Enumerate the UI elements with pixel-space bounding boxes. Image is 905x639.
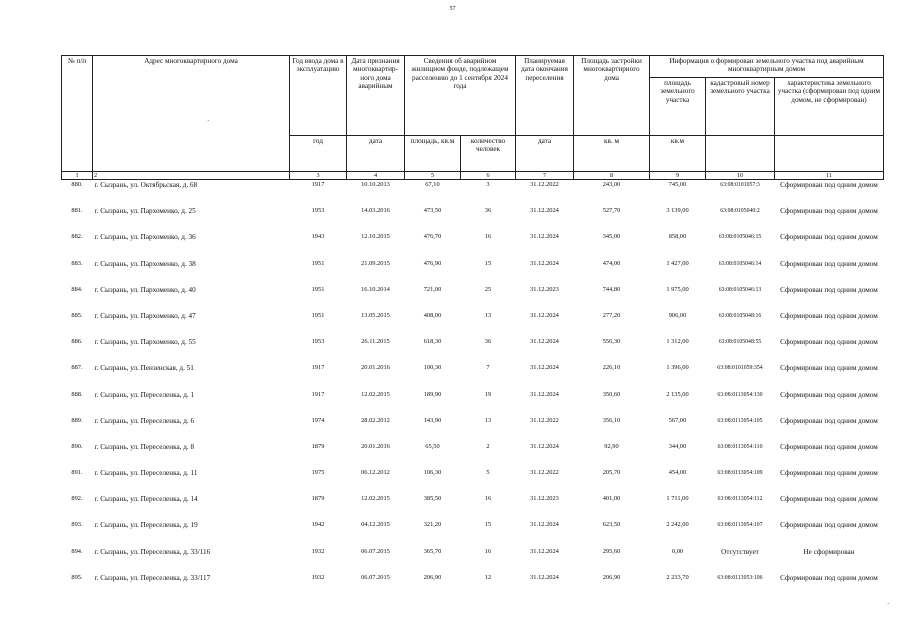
- row-land-area: 1 711,00: [666, 495, 689, 503]
- row-year: 1943: [311, 233, 325, 241]
- row-end-date: 31.12.2024: [530, 338, 559, 346]
- row-number: 895.: [71, 573, 83, 581]
- row-land-area: 3 139,00: [666, 207, 689, 215]
- row-area: 473,50: [423, 207, 442, 215]
- col-number: 4: [347, 172, 405, 180]
- row-building-area: 243,00: [602, 181, 621, 188]
- row-date: 06.07.2015: [361, 547, 390, 555]
- table-body: [62, 180, 884, 600]
- row-building-area: 474,00: [602, 259, 621, 267]
- row-people: 5: [486, 469, 490, 477]
- header-unit-date: дата: [347, 136, 405, 172]
- row-people: 36: [484, 207, 492, 215]
- row-land-area: 1 312,00: [666, 338, 689, 346]
- row-people: 16: [484, 233, 492, 241]
- row-people: 19: [484, 390, 492, 398]
- row-cadastral: 63:08:0105046:13: [718, 286, 762, 293]
- row-people: 3: [486, 181, 490, 188]
- row-area: 618,30: [423, 338, 442, 346]
- header-unit-sqm: кв. м: [574, 136, 650, 172]
- row-land-char: Сформирован под одним домом: [780, 416, 878, 425]
- row-land-char: Сформирован под одним домом: [780, 469, 878, 478]
- row-cadastral: 63:08:0113054:107: [717, 522, 763, 529]
- row-end-date: 31.12.2024: [530, 573, 559, 581]
- row-end-date: 31.12.2024: [530, 521, 559, 529]
- row-people: 13: [484, 416, 492, 424]
- row-year: 1951: [311, 285, 325, 293]
- table-row: [62, 547, 884, 573]
- table-row: [62, 259, 884, 285]
- row-land-area: 454,00: [668, 469, 687, 477]
- row-people: 13: [484, 311, 492, 319]
- row-number: 890.: [71, 442, 83, 450]
- row-land-char: Сформирован под одним домом: [780, 364, 878, 373]
- row-land-char: Сформирован под одним домом: [780, 573, 878, 582]
- row-building-area: 401,00: [602, 495, 621, 503]
- row-address: г. Сызрань, ул. Переселенка, д. 33/117: [94, 573, 211, 582]
- row-date: 21.09.2015: [361, 259, 390, 267]
- row-building-area: 92,90: [604, 442, 619, 450]
- row-building-area: 356,10: [602, 416, 621, 424]
- table-row: [62, 468, 884, 494]
- row-address: г. Сызрань, ул. Пензенская, д. 51: [94, 364, 194, 373]
- row-building-area: 623,50: [602, 521, 621, 529]
- row-cadastral: 63:08:0105040:2: [720, 208, 760, 215]
- table-row: [62, 311, 884, 337]
- row-people: 36: [484, 338, 492, 346]
- col-number: 7: [516, 172, 574, 180]
- row-end-date: 31.12.2024: [530, 311, 559, 319]
- col-number: 10: [706, 172, 775, 180]
- row-number: 883.: [71, 259, 83, 267]
- row-building-area: 277,20: [602, 311, 621, 319]
- row-year: 1974: [311, 416, 325, 424]
- row-cadastral: 63:08:0105046:15: [718, 234, 762, 241]
- row-end-date: 31.12.2023: [530, 495, 559, 503]
- col-number: 5: [405, 172, 461, 180]
- row-year: 1932: [311, 547, 325, 555]
- row-year: 1879: [311, 495, 325, 503]
- row-area: 106,30: [423, 469, 442, 477]
- row-address: г. Сызрань, ул. Переселенка, д. 14: [94, 495, 198, 504]
- row-land-area: 745,00: [668, 181, 687, 188]
- row-address: г. Сызрань, ул. Переселенка, д. 8: [94, 442, 195, 451]
- scan-mark: ·: [207, 117, 210, 125]
- row-number: 884.: [71, 285, 83, 293]
- row-date: 04.12.2015: [361, 521, 390, 529]
- row-end-date: 31.12.2024: [530, 259, 559, 267]
- row-people: 16: [484, 495, 492, 503]
- row-land-area: 2 135,00: [666, 390, 689, 398]
- col-number: 9: [650, 172, 706, 180]
- row-year: 1917: [311, 390, 325, 398]
- row-cadastral: 63:08:0113054:109: [717, 470, 763, 477]
- col-number: 3: [290, 172, 347, 180]
- table-row: [62, 180, 884, 207]
- row-land-char: Сформирован под одним домом: [780, 311, 878, 320]
- col-number: 8: [574, 172, 650, 180]
- row-end-date: 31.12.2024: [530, 207, 559, 215]
- header-land-char: характеристика земельного участка (сформирован под одним домом, не сформирован): [775, 78, 884, 136]
- row-people: 16: [484, 547, 492, 555]
- row-people: 15: [484, 259, 492, 267]
- row-number: 881.: [71, 207, 83, 215]
- row-address: г. Сызрань, ул. Переселенка, д. 11: [94, 469, 198, 478]
- row-land-char: Сформирован под одним домом: [780, 233, 878, 242]
- row-address: г. Сызрань, ул. Пархоменко, д. 25: [94, 207, 196, 216]
- row-area: 365,70: [423, 547, 442, 555]
- row-cadastral: 63:08:0113054:130: [717, 391, 763, 398]
- header-land-area: площадь земельного участка: [650, 78, 706, 136]
- row-end-date: 31.12.2024: [530, 233, 559, 241]
- row-number: 887.: [71, 364, 83, 372]
- row-year: 1917: [311, 181, 325, 188]
- table-row: [62, 390, 884, 416]
- row-people: 15: [484, 521, 492, 529]
- row-number: 891.: [71, 469, 83, 477]
- row-land-char: Сформирован под одним домом: [780, 442, 878, 451]
- row-land-area: 1 427,00: [666, 259, 689, 267]
- row-land-char: Сформирован под одним домом: [780, 495, 878, 504]
- header-unit-people: количество человек: [461, 136, 516, 172]
- row-land-area: 1 396,00: [666, 364, 689, 372]
- row-land-char: Сформирован под одним домом: [780, 338, 878, 347]
- row-number: 882.: [71, 233, 83, 241]
- row-area: 476,90: [423, 259, 442, 267]
- header-empty: [706, 136, 775, 172]
- row-area: 206,90: [423, 573, 442, 581]
- header-unit-sqm2: кв.м: [650, 136, 706, 172]
- row-year: 1953: [311, 207, 325, 215]
- row-cadastral: 63:08:0113054:112: [717, 496, 763, 503]
- row-number: 888.: [71, 390, 83, 398]
- row-land-char: Сформирован под одним домом: [780, 181, 878, 189]
- row-end-date: 31.12.2022: [530, 416, 559, 424]
- row-land-area: 344,00: [668, 442, 687, 450]
- row-cadastral: 63:08:0101059:354: [717, 365, 763, 372]
- header-num: № п/п: [62, 56, 93, 172]
- row-land-char: Сформирован под одним домом: [780, 390, 878, 399]
- col-number: 6: [461, 172, 516, 180]
- row-people: 25: [484, 285, 492, 293]
- row-area: 100,30: [423, 364, 442, 372]
- table-row: [62, 442, 884, 468]
- row-cadastral: 63:08:0105048:16: [718, 312, 762, 319]
- row-end-date: 31.12.2022: [530, 469, 559, 477]
- row-people: 2: [486, 442, 490, 450]
- row-end-date: 31.12.2024: [530, 547, 559, 555]
- row-building-area: 345,00: [602, 233, 621, 241]
- row-cadastral: 63:08:0105046:14: [718, 260, 762, 267]
- row-date: 12.02.2015: [361, 390, 390, 398]
- header-cadastral: кадастровый номер земельного участка: [706, 78, 775, 136]
- table-row: [62, 520, 884, 546]
- row-area: 476,70: [423, 233, 442, 241]
- row-number: 893.: [71, 521, 83, 529]
- table-row: [62, 206, 884, 232]
- row-address: г. Сызрань, ул. Пархоменко, д. 55: [94, 338, 196, 347]
- row-cadastral: 63:08:0113054:105: [717, 417, 763, 424]
- row-number: 886.: [71, 338, 83, 346]
- row-building-area: 744,80: [602, 285, 621, 293]
- row-land-area: 906,00: [668, 311, 687, 319]
- row-date: 12.02.2015: [361, 495, 390, 503]
- row-year: 1917: [311, 364, 325, 372]
- header-planned-end: Планируемая дата окончания переселения: [516, 56, 574, 136]
- row-cadastral: 63:08:0113053:106: [717, 574, 763, 581]
- row-land-area: 2 242,00: [666, 521, 689, 529]
- row-date: 20.01.2016: [361, 442, 390, 450]
- row-land-area: 0,00: [671, 547, 684, 555]
- row-number: 885.: [71, 311, 83, 319]
- header-unit-year: год: [290, 136, 347, 172]
- row-date: 20.01.2016: [361, 364, 390, 372]
- row-cadastral: Отсутствует: [721, 547, 759, 556]
- row-number: 894.: [71, 547, 83, 555]
- row-area: 721,00: [423, 285, 442, 293]
- row-year: 1951: [311, 259, 325, 267]
- header-building-area: Площадь застройки многоквартирного дома: [574, 56, 650, 136]
- row-land-area: 2 233,70: [666, 573, 689, 581]
- table-row: [62, 573, 884, 599]
- row-building-area: 556,30: [602, 338, 621, 346]
- row-address: г. Сызрань, ул. Пархоменко, д. 47: [94, 311, 196, 320]
- row-date: 28.02.2012: [361, 416, 390, 424]
- row-end-date: 31.12.2023: [530, 285, 559, 293]
- row-building-area: 205,70: [602, 469, 621, 477]
- table-row: [62, 285, 884, 311]
- row-year: 1879: [311, 442, 325, 450]
- row-area: 189,90: [423, 390, 442, 398]
- row-cadastral: 63:08:0105048:55: [718, 339, 762, 346]
- row-building-area: 295,60: [602, 547, 621, 555]
- row-land-char: Сформирован под одним домом: [780, 259, 878, 268]
- row-end-date: 31.12.2024: [530, 442, 559, 450]
- row-number: 880.: [71, 181, 83, 188]
- row-people: 7: [486, 364, 490, 372]
- header-address: Адрес многоквартирного дома: [93, 56, 290, 172]
- row-area: 65,50: [425, 442, 440, 450]
- housing-table: [61, 55, 884, 599]
- row-building-area: 527,70: [602, 207, 621, 215]
- row-people: 12: [484, 573, 492, 581]
- scan-mark: ·: [887, 600, 890, 608]
- table-row: [62, 363, 884, 389]
- row-year: 1932: [311, 573, 325, 581]
- row-area: 408,00: [423, 311, 442, 319]
- row-area: 385,50: [423, 495, 442, 503]
- table-row: [62, 494, 884, 520]
- col-number: 11: [775, 172, 884, 180]
- table-row: [62, 337, 884, 363]
- row-land-area: 858,00: [668, 233, 687, 241]
- row-end-date: 31.12.2024: [530, 364, 559, 372]
- row-area: 143,90: [423, 416, 442, 424]
- row-land-area: 1 975,00: [666, 285, 689, 293]
- row-address: г. Сызрань, ул. Переселенка, д. 19: [94, 521, 198, 530]
- row-end-date: 31.12.2022: [530, 181, 559, 188]
- row-year: 1951: [311, 311, 325, 319]
- row-address: г. Сызрань, ул. Переселенка, д. 6: [94, 416, 195, 425]
- row-address: г. Сызрань, ул. Октябрьская, д. 68: [94, 181, 198, 189]
- row-date: 13.05.2015: [361, 311, 390, 319]
- row-building-area: 350,60: [602, 390, 621, 398]
- header-date-recognized: Дата признания многоквартир-ного дома аварийным: [347, 56, 405, 136]
- row-building-area: 206,90: [602, 573, 621, 581]
- row-date: 10.10.2013: [361, 181, 390, 188]
- row-year: 1942: [311, 521, 325, 529]
- row-address: г. Сызрань, ул. Переселенка, д. 1: [94, 390, 195, 399]
- row-number: 892.: [71, 495, 83, 503]
- col-number: 1: [62, 172, 93, 180]
- row-date: 06.12.2012: [361, 469, 390, 477]
- header-empty: [775, 136, 884, 172]
- row-date: 14.03.2016: [361, 207, 390, 215]
- row-land-char: Сформирован под одним домом: [780, 521, 878, 530]
- header-year-built: Год ввода дома в эксплуатацию: [290, 56, 347, 136]
- header-unit-date2: дата: [516, 136, 574, 172]
- row-address: г. Сызрань, ул. Пархоменко, д. 38: [94, 259, 196, 268]
- row-building-area: 226,10: [602, 364, 621, 372]
- row-number: 889.: [71, 416, 83, 424]
- header-emergency-info: Сведения об аварийном жилищном фонде, подлежащем расселению до 1 сентября 2024 года: [405, 56, 516, 136]
- row-date: 16.10.2014: [361, 285, 390, 293]
- row-date: 06.07.2015: [361, 573, 390, 581]
- row-area: 321,20: [423, 521, 442, 529]
- row-date: 26.11.2015: [361, 338, 390, 346]
- header-land-info: Информация о формирован земельного участка под аварийным многоквартирным домом: [650, 56, 884, 78]
- row-cadastral: 63:08:0113054:110: [717, 443, 763, 450]
- table-row: [62, 232, 884, 258]
- row-year: 1953: [311, 338, 325, 346]
- row-land-char: Сформирован под одним домом: [780, 285, 878, 294]
- col-number: 2: [93, 172, 290, 180]
- row-land-char: Сформирован под одним домом: [780, 207, 878, 216]
- row-area: 67,10: [425, 181, 440, 188]
- row-date: 12.10.2015: [361, 233, 390, 241]
- row-land-area: 567,00: [668, 416, 687, 424]
- row-address: г. Сызрань, ул. Переселенка, д. 33/116: [94, 547, 211, 556]
- header-unit-area: площадь, кв.м: [405, 136, 461, 172]
- row-year: 1975: [311, 469, 325, 477]
- row-address: г. Сызрань, ул. Пархоменко, д. 40: [94, 285, 196, 294]
- table-row: [62, 416, 884, 442]
- row-end-date: 31.12.2024: [530, 390, 559, 398]
- page-number: 57: [449, 6, 456, 12]
- row-cadastral: 63:08:0101057:3: [720, 182, 760, 188]
- row-land-char: Не сформирован: [803, 547, 855, 556]
- row-address: г. Сызрань, ул. Пархоменко, д. 36: [94, 233, 196, 242]
